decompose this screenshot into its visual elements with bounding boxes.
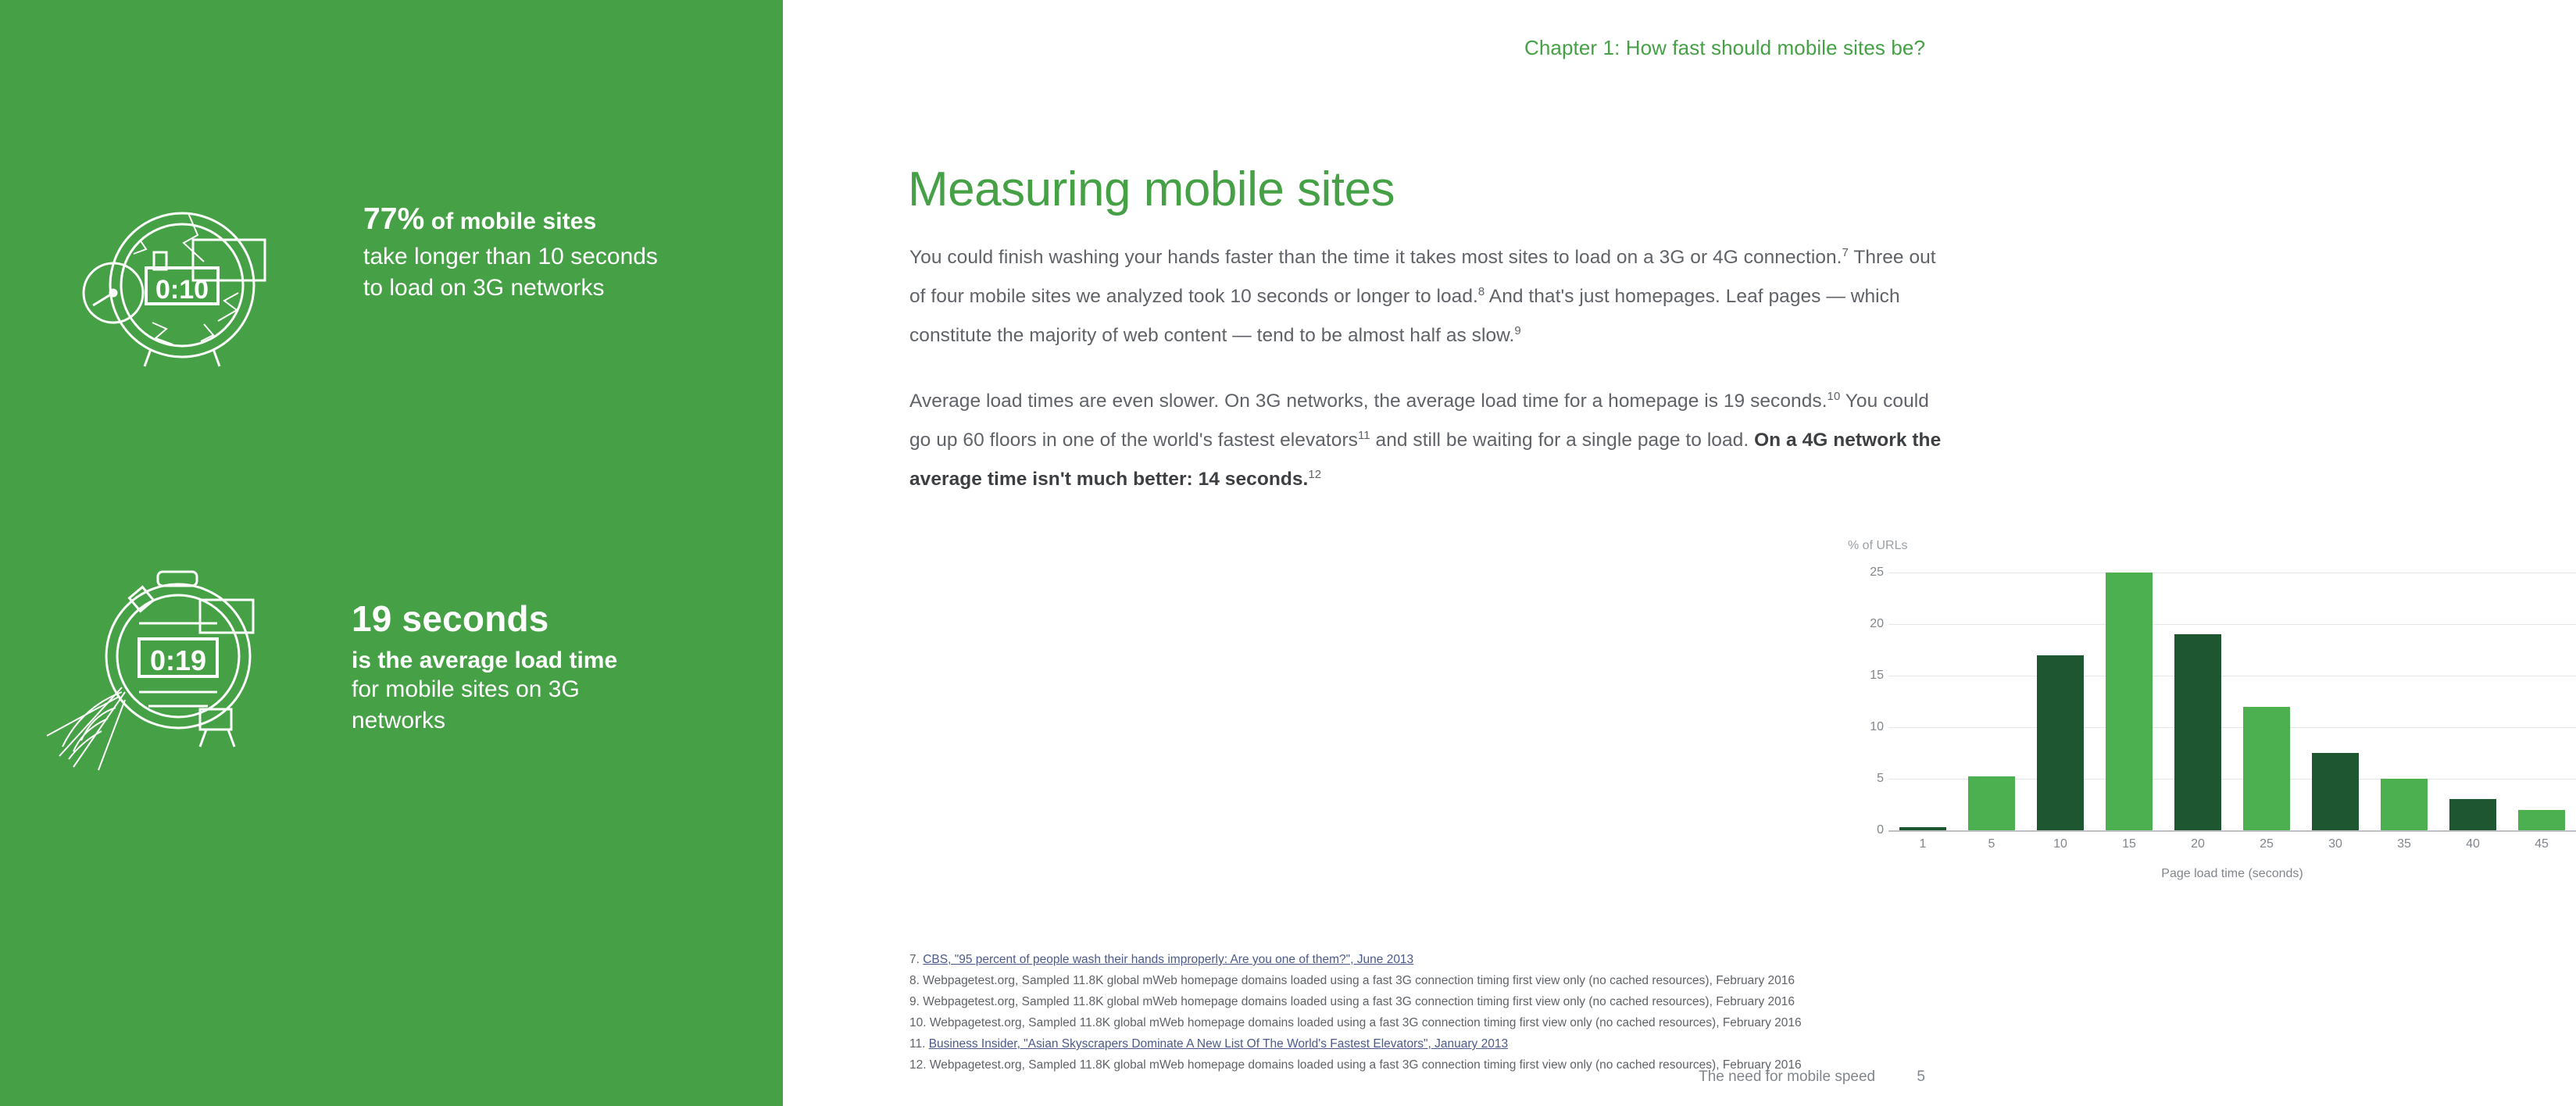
chart-bar-slot bbox=[2026, 562, 2095, 830]
chart-x-tick: 1 bbox=[1919, 837, 1927, 851]
stat-block-77-percent bbox=[59, 168, 676, 391]
left-stats-panel bbox=[0, 0, 783, 1106]
chart-bar-slot bbox=[2370, 562, 2438, 830]
footnote-number: 8. bbox=[909, 974, 924, 987]
footer-divider bbox=[908, 1099, 1941, 1100]
stat-text-2 bbox=[352, 555, 664, 737]
footnote-link[interactable]: CBS, "95 percent of people wash their hands improperly: Are you one of them?", June 2013 bbox=[923, 953, 1414, 966]
chart-bar bbox=[2381, 779, 2428, 830]
chart-x-tick: 45 bbox=[2535, 837, 2549, 851]
stat-sub-2: for mobile sites on 3G networks bbox=[352, 676, 580, 734]
footnote-number: 7. bbox=[909, 953, 924, 966]
chart-x-tick: 20 bbox=[2191, 837, 2205, 851]
footnote-ref-7: 7 bbox=[1842, 245, 1849, 259]
chart-plot-area bbox=[1870, 562, 2576, 837]
page-title: Measuring mobile sites bbox=[908, 162, 1395, 216]
chart-y-tick: 15 bbox=[1870, 669, 1884, 683]
chart-bar-slot bbox=[1888, 562, 1957, 830]
stat-block-19-seconds bbox=[47, 555, 664, 777]
chart-x-tick: 40 bbox=[2466, 837, 2480, 851]
chart-bar-slot bbox=[2163, 562, 2232, 830]
bar-chart bbox=[1842, 539, 2549, 922]
chart-x-axis bbox=[1888, 830, 2576, 832]
footnote-text: Webpagetest.org, Sampled 11.8K global mWeb homepage domains loaded using a fast 3G connection timing first view only (no cached resources), February 2016 bbox=[923, 995, 1795, 1008]
footnote-item[interactable] bbox=[909, 1033, 2003, 1054]
p2-bold: On a 4G network the average time isn't much better: 14 seconds. bbox=[909, 430, 1942, 490]
clock-display-1: 0:10 bbox=[155, 275, 209, 305]
chart-y-tick: 20 bbox=[1870, 617, 1884, 631]
footnote-item bbox=[909, 970, 2003, 991]
footer-page-number: 5 bbox=[1917, 1069, 1925, 1085]
chart-x-tick: 15 bbox=[2122, 837, 2136, 851]
chart-y-tick: 5 bbox=[1877, 772, 1884, 786]
footnote-item[interactable] bbox=[909, 949, 2003, 970]
footnote-item bbox=[909, 1012, 2003, 1033]
footnote-list bbox=[909, 949, 2003, 1076]
footnote-ref-11: 11 bbox=[1357, 428, 1370, 442]
footnote-number: 12. bbox=[909, 1058, 930, 1072]
chart-bar bbox=[2243, 707, 2290, 830]
footnote-number: 11. bbox=[909, 1037, 929, 1051]
chart-bar bbox=[2312, 753, 2359, 830]
stat-sub-1: take longer than 10 seconds to load on 3G networks bbox=[363, 244, 658, 301]
stat-headline-rest-1: of mobile sites bbox=[424, 209, 597, 234]
chart-x-axis-label: Page load time (seconds) bbox=[2161, 867, 2303, 880]
chart-x-tick: 35 bbox=[2397, 837, 2411, 851]
chart-bar bbox=[2518, 810, 2565, 830]
footnote-link[interactable]: Business Insider, "Asian Skyscrapers Dominate A New List Of The World's Fastest Elevators", January 2013 bbox=[928, 1037, 1509, 1051]
content-panel bbox=[783, 0, 2549, 1106]
chart-x-tick: 25 bbox=[2260, 837, 2274, 851]
paragraph-2 bbox=[909, 382, 1949, 499]
footnote-text: Webpagetest.org, Sampled 11.8K global mWeb homepage domains loaded using a fast 3G connection timing first view only (no cached resources), February 2016 bbox=[923, 974, 1795, 987]
p2-part1: Average load times are even slower. On 3G networks, the average load time for a homepage is 19 seconds. bbox=[909, 391, 1827, 412]
chart-x-tick: 5 bbox=[1988, 837, 1995, 851]
chart-bar-slot bbox=[2301, 562, 2370, 830]
chart-bar bbox=[1968, 776, 2015, 830]
chart-bars bbox=[1888, 562, 2576, 830]
chart-bar-slot bbox=[2232, 562, 2301, 830]
chart-bar bbox=[2174, 634, 2221, 830]
p2-part3: and still be waiting for a single page to load. bbox=[1370, 430, 1755, 451]
footnote-number: 10. bbox=[909, 1016, 930, 1029]
page-footer bbox=[1699, 1069, 1925, 1086]
footnote-ref-8: 8 bbox=[1477, 284, 1485, 298]
p1-part2: Three out of four mobile sites we analyzed took 10 seconds or longer to load. bbox=[909, 247, 1936, 307]
p1-part3: And that's just homepages. Leaf pages — which constitute the majority of web content — tend to be almost half as slow. bbox=[909, 286, 1900, 346]
alarm-clock-cobweb-icon bbox=[47, 555, 336, 777]
footnote-ref-9: 9 bbox=[1514, 323, 1521, 337]
chart-bar-slot bbox=[2507, 562, 2576, 830]
stat-big-number-1: 77% bbox=[363, 202, 425, 236]
chart-y-tick: 25 bbox=[1870, 565, 1884, 580]
chart-bar-slot bbox=[2438, 562, 2507, 830]
footnote-ref-10: 10 bbox=[1827, 389, 1841, 403]
footer-doc-title: The need for mobile speed bbox=[1699, 1069, 1876, 1085]
p1-part1: You could finish washing your hands faster than the time it takes most sites to load on a 3G or 4G connection. bbox=[909, 247, 1842, 268]
footnote-item bbox=[909, 991, 2003, 1012]
chart-bar-slot bbox=[2095, 562, 2163, 830]
paragraph-1 bbox=[909, 238, 1949, 355]
stat-bold-line-2: is the average load time bbox=[352, 648, 618, 673]
footnote-number: 9. bbox=[909, 995, 924, 1008]
clock-display-2: 0:19 bbox=[149, 644, 207, 676]
chart-bar bbox=[2106, 573, 2153, 830]
chart-bar bbox=[2449, 799, 2496, 830]
chart-x-tick-labels bbox=[1888, 837, 2576, 851]
p2-part2: You could go up 60 floors in one of the world's fastest elevators bbox=[909, 391, 1929, 451]
chart-y-tick: 0 bbox=[1877, 823, 1884, 837]
body-copy bbox=[909, 238, 1949, 526]
chart-y-tick: 10 bbox=[1870, 720, 1884, 734]
stat-text-1 bbox=[363, 168, 676, 305]
chart-bar bbox=[2037, 655, 2084, 830]
chart-bar-slot bbox=[1957, 562, 2026, 830]
footnote-text: Webpagetest.org, Sampled 11.8K global mWeb homepage domains loaded using a fast 3G connection timing first view only (no cached resources), February 2016 bbox=[929, 1058, 1802, 1072]
stat-big-number-2: 19 seconds bbox=[352, 598, 549, 639]
footnote-text: Webpagetest.org, Sampled 11.8K global mWeb homepage domains loaded using a fast 3G connection timing first view only (no cached resources), February 2016 bbox=[929, 1016, 1802, 1029]
chart-x-tick: 30 bbox=[2328, 837, 2342, 851]
footnote-ref-12: 12 bbox=[1308, 467, 1322, 481]
alarm-clock-cracked-icon bbox=[59, 168, 348, 391]
chapter-header: Chapter 1: How fast should mobile sites be? bbox=[1524, 36, 1925, 59]
chart-x-tick: 10 bbox=[2053, 837, 2067, 851]
chart-y-axis-label: % of URLs bbox=[1848, 539, 1908, 552]
stat-headline-1 bbox=[363, 199, 676, 240]
